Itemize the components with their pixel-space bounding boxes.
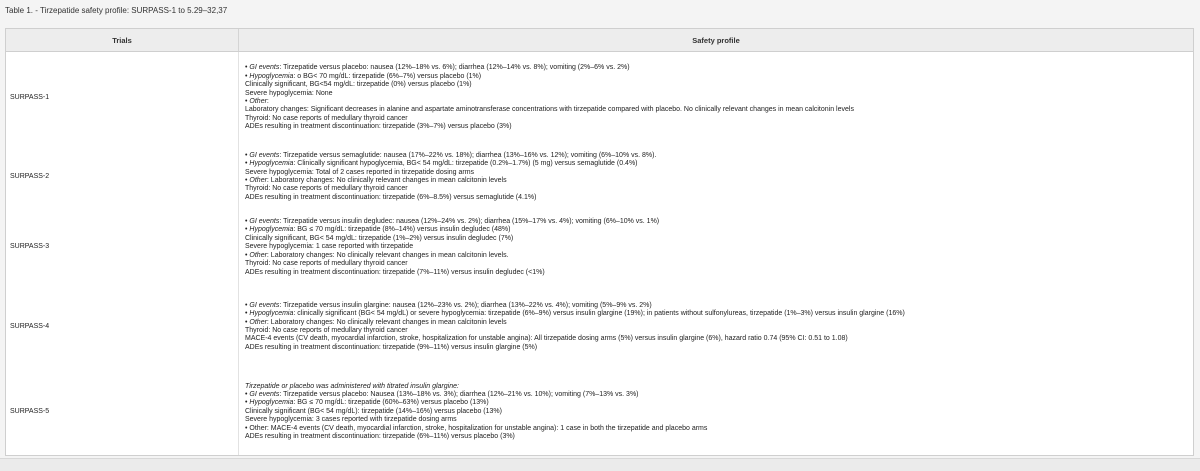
profile-line-text: ADEs resulting in treatment discontinuation: tirzepatide (6%–11%) versus placebo (3%) [245,433,515,441]
profile-line-text: Thyroid: No case reports of medullary thyroid cancer [245,260,408,268]
profile-line [245,302,1193,310]
table-row [6,285,1193,369]
profile-line-text: Clinically significant, BG< 54 mg/dL: tirzepatide (1%–2%) versus insulin degludec (7%) [245,234,514,242]
profile-line [245,269,1193,277]
profile-line-text: : Tirzepatide versus insulin glargine: nausea (12%–23% vs. 2%); diarrhea (13%–22% vs. 4%); vomiting (5%–9% vs. 2%) [279,301,652,309]
profile-line-text: : Tirzepatide versus placebo: Nausea (13%–18% vs. 3%); diarrhea (12%–21% vs. 10%); vomiting (7%–13% vs. 3%) [279,390,639,398]
profile-line [245,235,1193,243]
profile-line [245,106,1193,114]
profile-line-text: : BG ≤ 70 mg/dL: tirzepatide (8%–14%) versus insulin degludec (48%) [293,226,511,234]
profile-line-text: Other: MACE-4 events (CV death, myocardial infarction, stroke, hospitalization for unstable angina): 1 case in both the tirzepatide and placebo arms [249,424,708,432]
safety-table-container [5,28,1194,456]
bullet-marker: • [245,226,250,234]
profile-line [245,218,1193,226]
profile-line [245,64,1193,72]
profile-line [245,319,1193,327]
profile-line-label: GI events [249,390,280,398]
profile-line-text: ADEs resulting in treatment discontinuation: tirzepatide (6%–8.5%) versus semaglutide (4.1%) [245,193,537,201]
profile-line-text: : Laboratory changes: No clinically relevant changes in mean calcitonin levels. [266,251,509,259]
profile-line-text: ADEs resulting in treatment discontinuation: tirzepatide (7%–11%) versus insulin degludec (<1%) [245,268,545,276]
profile-line [245,260,1193,268]
table-body [6,52,1193,456]
bullet-marker: • [245,310,250,318]
profile-line-text: Severe hypoglycemia: 1 case reported with tirzepatide [245,243,414,251]
profile-line-label: Hypoglycemia [249,72,294,80]
bullet-marker: • [245,151,250,159]
table-row [6,144,1193,210]
header-safety-profile: Safety profile [239,29,1194,52]
profile-line-text: : Clinically significant hypoglycemia, BG< 54 mg/dL: tirzepatide (0.2%–1.7%) (5 mg) versus semaglutide (0.4%) [293,160,638,168]
trial-name-cell: SURPASS-3 [6,210,239,285]
profile-line [245,416,1193,424]
profile-line [245,160,1193,168]
profile-line [245,391,1193,399]
profile-line [245,408,1193,416]
profile-line-text: : [266,98,269,105]
bullet-marker: • [245,399,250,407]
profile-line-label: Hypoglycemia [249,160,294,168]
header-trials: Trials [6,29,239,52]
profile-line-text: Thyroid: No case reports of medullary thyroid cancer [245,114,408,122]
bullet-marker: • [245,301,250,309]
profile-line [245,425,1193,433]
profile-line-text: Thyroid: No case reports of medullary thyroid cancer [245,327,408,334]
safety-profile-cell [239,144,1194,210]
profile-line [245,90,1193,98]
profile-line-label: Hypoglycemia [249,226,294,234]
profile-line-text: : BG ≤ 70 mg/dL: tirzepatide (60%–63%) versus placebo (13%) [293,399,489,407]
profile-line-text: Severe hypoglycemia: 3 cases reported with tirzepatide dosing arms [245,416,457,424]
safety-table [6,29,1193,455]
safety-profile-cell [239,210,1194,285]
profile-line [245,327,1193,335]
bullet-marker: • [245,98,250,105]
table-header-row [6,29,1193,52]
profile-line-label: Other [249,318,267,326]
profile-line [245,243,1193,251]
safety-profile-cell [239,285,1194,369]
profile-line-label: GI events [249,64,280,72]
profile-line-label: GI events [249,218,280,226]
profile-line-label: Other [249,251,267,259]
bottom-scroll-bar[interactable] [0,458,1200,471]
profile-line-text: : Tirzepatide versus semaglutide: nausea (17%–22% vs. 18%); diarrhea (13%–16% vs. 12%); vomiting (6%–10% vs. 8%). [279,151,657,159]
profile-line-label: GI events [249,301,280,309]
profile-line [245,433,1193,441]
bullet-marker: • [245,390,250,398]
table-row [6,369,1193,455]
profile-line [245,226,1193,234]
profile-line-label: Other [249,98,267,105]
profile-line-text: : Laboratory changes: No clinically relevant changes in mean calcitonin levels [266,177,507,184]
profile-line-text: Thyroid: No case reports of medullary thyroid cancer [245,185,408,193]
bullet-marker: • [245,318,250,326]
profile-line-text: ADEs resulting in treatment discontinuation: tirzepatide (9%–11%) versus insulin glargine (5%) [245,343,538,351]
profile-line-text: ADEs resulting in treatment discontinuation: tirzepatide (3%–7%) versus placebo (3%) [245,123,512,131]
profile-line [245,399,1193,407]
profile-line-text: Laboratory changes: Significant decreases in alanine and aspartate aminotransferase concentrations with tirzepatide compared with placebo. No clinically relevant changes in mean calcitonin levels [245,106,854,114]
profile-line-text: : clinically significant (BG< 54 mg/dL) or severe hypoglycemia: tirzepatide (6%–9%) versus insulin glargine (19%); in patients without sulfonylureas, tirzepatide (1%–3%) versus insulin glargine (16%) [293,310,905,318]
bullet-marker: • [245,424,250,432]
profile-line-text: : Laboratory changes: No clinically relevant changes in mean calcitonin levels [266,318,507,326]
profile-line [245,383,1193,391]
profile-line [245,152,1193,160]
safety-profile-cell [239,52,1194,145]
profile-line-label: GI events [249,151,280,159]
profile-line-text: Severe hypoglycemia: None [245,89,333,97]
profile-line-label: Tirzepatide or placebo was administered with titrated insulin glargine: [245,382,459,390]
table-row [6,52,1193,145]
profile-line [245,310,1193,318]
trial-name-cell: SURPASS-1 [6,52,239,145]
profile-line-label: Hypoglycemia [249,399,294,407]
bullet-marker: • [245,72,250,80]
bullet-marker: • [245,251,250,259]
bullet-marker: • [245,160,250,168]
bullet-marker: • [245,64,250,72]
profile-line [245,344,1193,352]
profile-line-text: Severe hypoglycemia: Total of 2 cases reported in tirzepatide dosing arms [245,168,475,176]
profile-line-text: Clinically significant (BG< 54 mg/dL): tirzepatide (14%–16%) versus placebo (13%) [245,407,502,415]
trial-name-cell: SURPASS-2 [6,144,239,210]
trial-name-cell: SURPASS-5 [6,369,239,455]
profile-line [245,335,1193,343]
table-caption: Table 1. - Tirzepatide safety profile: SURPASS-1 to 5.29–32,37 [5,6,228,15]
table-row [6,210,1193,285]
bullet-marker: • [245,218,250,226]
profile-line [245,73,1193,81]
trial-name-cell: SURPASS-4 [6,285,239,369]
profile-line-text: : Tirzepatide versus insulin degludec: nausea (12%–24% vs. 2%); diarrhea (15%–17% vs. 4%); vomiting (6%–10% vs. 1%) [279,218,660,226]
bullet-marker: • [245,177,250,184]
profile-line [245,123,1193,131]
profile-line [245,115,1193,123]
profile-line [245,194,1193,202]
profile-line-label: Hypoglycemia [249,310,294,318]
profile-line [245,169,1193,177]
profile-line-text: MACE-4 events (CV death, myocardial infarction, stroke, hospitalization for unstable angina): All tirzepatide dosing arms (5%) versus insulin glargine (6%), hazard ratio 0.74 (95% CI: 0.51 to 1.08) [245,335,848,343]
profile-line [245,81,1193,89]
profile-line [245,98,1193,106]
profile-line-text: Clinically significant, BG<54 mg/dL: tirzepatide (0%) versus placebo (1%) [245,81,472,89]
profile-line-label: Other [249,177,267,184]
profile-line-text: : o BG< 70 mg/dL: tirzepatide (6%–7%) versus placebo (1%) [293,72,482,80]
profile-line-text: : Tirzepatide versus placebo: nausea (12%–18% vs. 6%); diarrhea (12%–14% vs. 8%); vomiting (2%–6% vs. 2%) [279,64,630,72]
profile-line [245,177,1193,185]
safety-profile-cell [239,369,1194,455]
profile-line [245,252,1193,260]
profile-line [245,185,1193,193]
